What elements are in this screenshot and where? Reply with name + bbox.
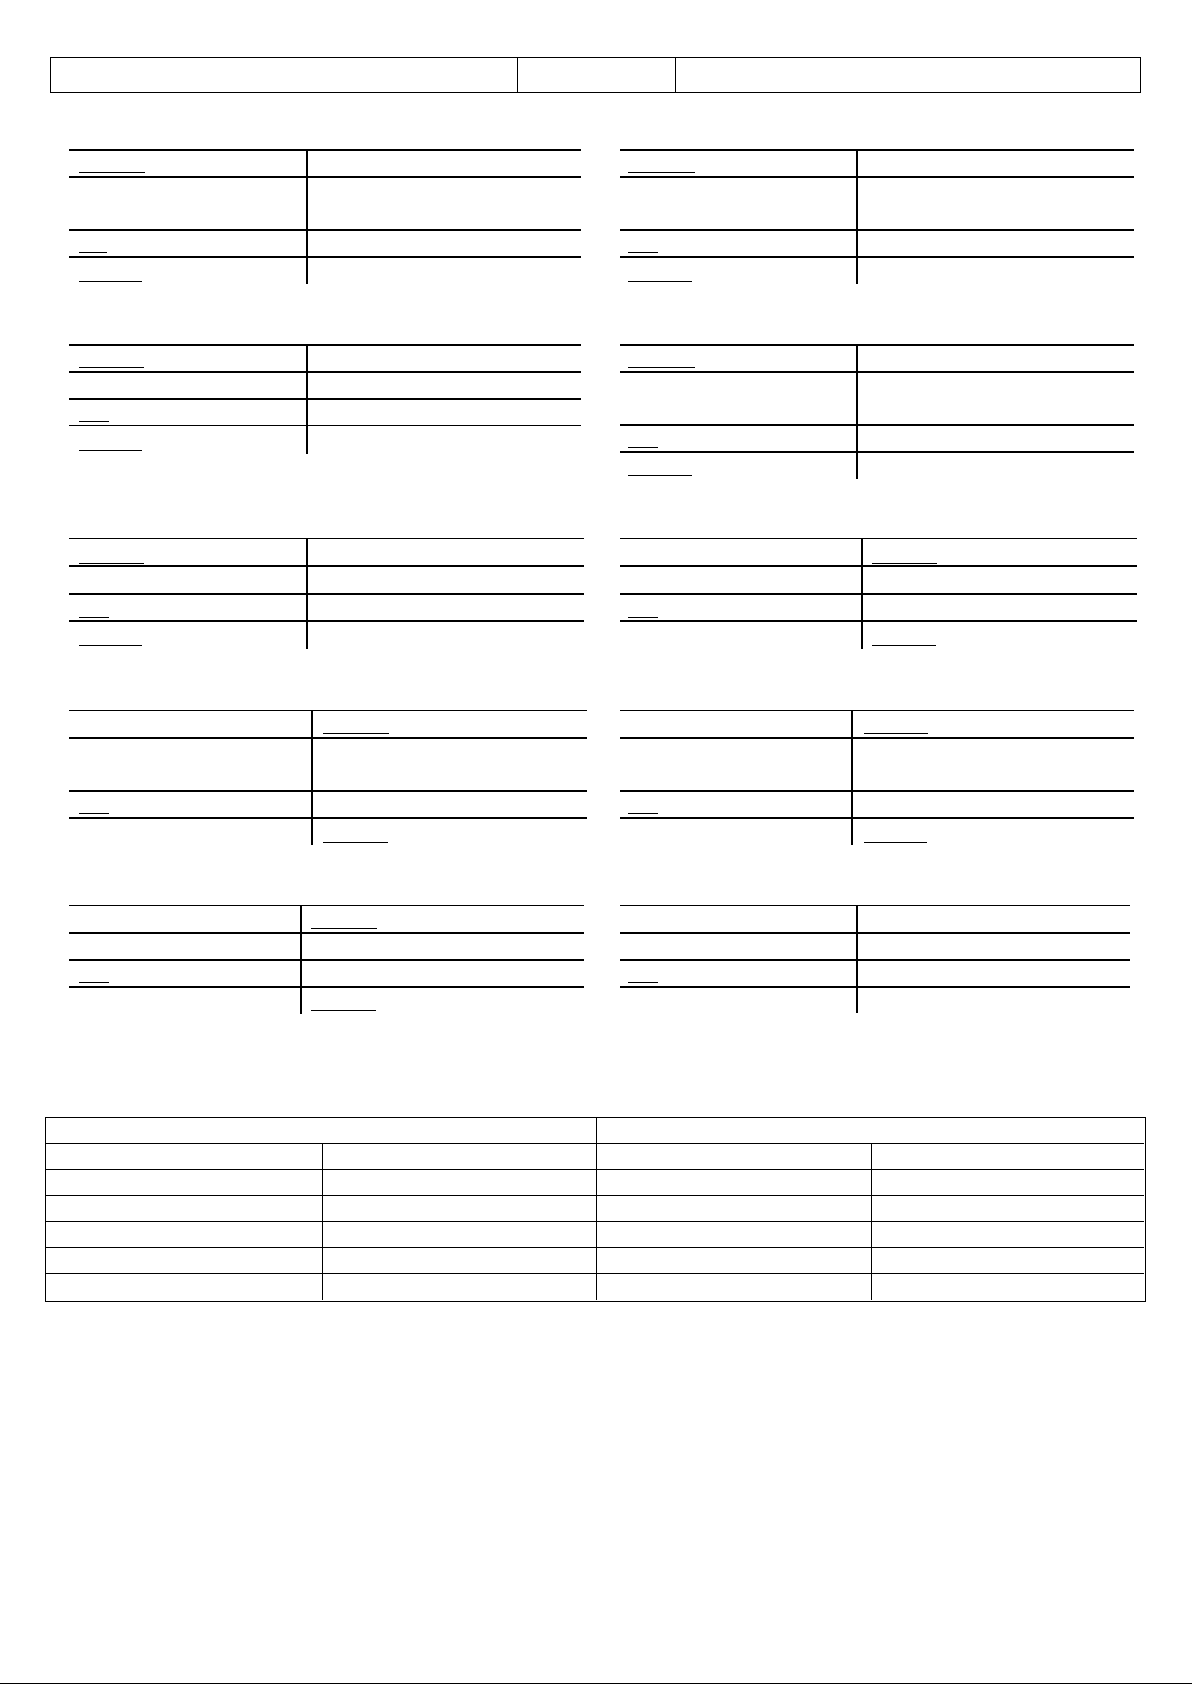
blank-line[interactable] — [79, 252, 107, 253]
blank-line[interactable] — [323, 842, 388, 843]
blank-line[interactable] — [79, 421, 109, 422]
header-divider-1 — [517, 58, 518, 92]
blank-line[interactable] — [628, 447, 658, 448]
summary-table — [45, 1117, 1146, 1302]
blank-line[interactable] — [628, 367, 695, 368]
blank-line[interactable] — [323, 733, 389, 734]
blank-line[interactable] — [79, 281, 142, 282]
blank-line[interactable] — [872, 645, 936, 646]
blank-line[interactable] — [864, 733, 928, 734]
header-divider-2 — [675, 58, 676, 92]
blank-line[interactable] — [628, 281, 692, 282]
blank-line[interactable] — [79, 982, 109, 983]
blank-line[interactable] — [79, 172, 145, 173]
blank-line[interactable] — [311, 1010, 376, 1011]
blank-line[interactable] — [79, 367, 144, 368]
blank-line[interactable] — [79, 563, 144, 564]
blank-line[interactable] — [628, 813, 658, 814]
blank-line[interactable] — [628, 982, 658, 983]
blank-line[interactable] — [628, 252, 658, 253]
blank-line[interactable] — [311, 928, 377, 929]
blank-line[interactable] — [872, 563, 937, 564]
blank-line[interactable] — [864, 842, 927, 843]
blank-line[interactable] — [628, 617, 658, 618]
blank-line[interactable] — [79, 617, 109, 618]
blank-line[interactable] — [79, 813, 109, 814]
blank-line[interactable] — [79, 645, 142, 646]
blank-line[interactable] — [628, 172, 695, 173]
header-box — [50, 57, 1141, 93]
blank-line[interactable] — [79, 450, 142, 451]
blank-line[interactable] — [628, 475, 692, 476]
page-bottom-rule — [0, 1683, 1192, 1684]
